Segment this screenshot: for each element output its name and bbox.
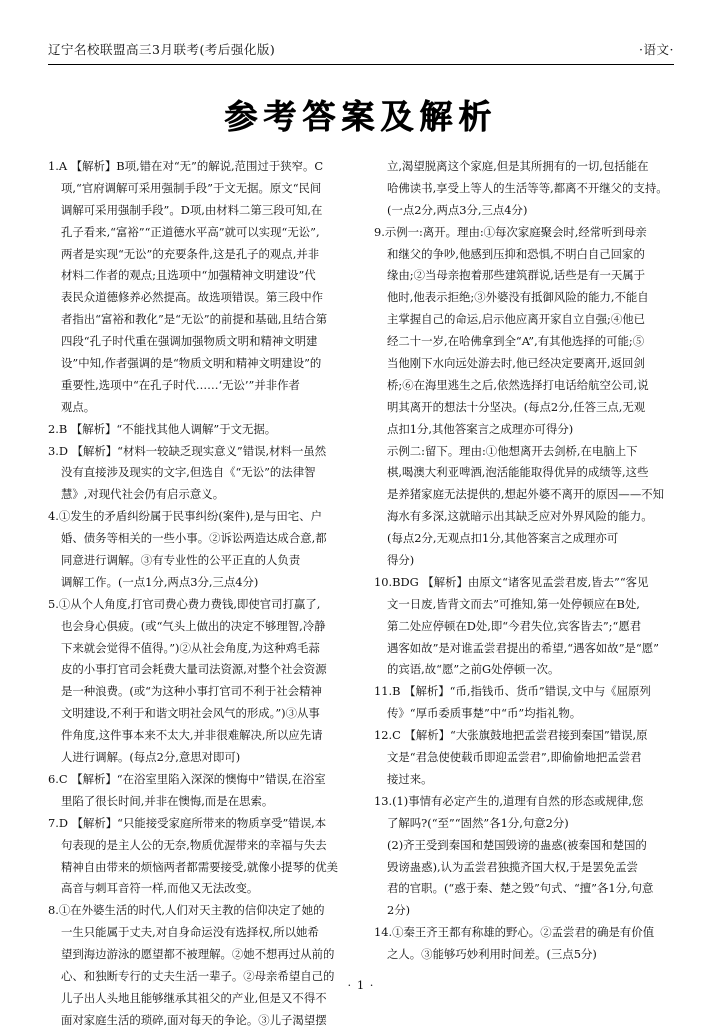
answer-line: 当他刚下水向远处游去时,他已经决定要离开,返回剑: [387, 356, 645, 371]
answer-line: 棋,喝澳大利亚啤酒,泡活能能取得优异的成绩等,这些: [387, 465, 649, 480]
answer-line: 遇客如故”是对谁孟尝君提出的希望,“遇客如故”是“愿”: [387, 640, 659, 655]
answer-line: 重要性,选项中“在孔子时代……‘无讼’”并非作者: [61, 377, 300, 392]
answer-line: 主掌握自己的命运,启示他应离开家自立自强;④他已: [387, 312, 646, 327]
answer-line: 材料二作者的观点;且选项中“加强精神文明建设”代: [61, 268, 316, 283]
answer-line: 孔子看来,“富裕”“正道德水平高”就可以实现“无讼”,: [61, 224, 320, 239]
answer-line: (2)齐王受到秦国和楚国毁谤的蛊惑(被秦国和楚国的: [387, 837, 647, 852]
answer-line: 精神自由带来的烦恼两者都需要接受,就像小提琴的优美: [61, 859, 338, 874]
answer-line: 之人。③能够巧妙利用时间差。(三点5分): [387, 947, 597, 962]
answer-line: 了解吗?(“至”“固然”各1分,句意2分): [387, 815, 569, 830]
answer-line: 观点。: [61, 399, 96, 414]
answer-line: 皮的小事打官司会耗费大量司法资源,对整个社会资源: [61, 662, 327, 677]
answer-entry: 13.(1)事情有必定产生的,道理有自然的形态或规律,您: [374, 793, 644, 808]
answer-line: 桥;⑥在海里逃生之后,依然选择打电话给航空公司,说: [387, 377, 649, 392]
answer-entry: 4.①发生的矛盾纠纷属于民事纠纷(案件),是与田宅、户: [48, 509, 322, 524]
right-column: [374, 156, 674, 1032]
answer-line: 设”中知,作者强调的是“物质文明和精神文明建设”的: [61, 356, 322, 371]
answer-line: 里陷了很长时间,并非在懊悔,而是在思索。: [61, 793, 274, 808]
answer-entry: 9.示例一:离开。理由:①每次家庭聚会时,经常听到母亲: [374, 224, 647, 239]
answer-entry: 3.D 【解析】“材料一较缺乏现实意义”错误,材料一虽然: [48, 443, 327, 458]
answer-line: 的宾语,故“愿”之前G处停顿一次。: [387, 662, 560, 677]
answer-line: 点扣1分,其他答案言之成理亦可得分): [387, 421, 574, 436]
answer-entry: 12.C 【解析】“大张旗鼓地把孟尝君接到秦国”错误,原: [374, 728, 648, 743]
answer-line: 慧》,对现代社会仍有启示意义。: [61, 487, 225, 502]
answer-line: 海水有多深,这就暗示出其缺乏应对外界风险的能力。: [387, 509, 653, 524]
page-number: · 1 ·: [347, 978, 375, 992]
answer-line: 两者是实现“无讼”的充要条件,这是孔子的观点,并非: [61, 246, 320, 261]
answer-line: 明其离开的想法十分坚决。(每点2分,任答三点,无观: [387, 399, 646, 414]
answer-line: 也会身心俱疲。(或“气头上做出的决定不够理智,冷静: [61, 618, 326, 633]
answer-line: 同意进行调解。③有专业性的公平正直的人负责: [61, 553, 301, 568]
answer-line: 他时,他表示拒绝;③外婆没有抵御风险的能力,不能自: [387, 290, 649, 305]
answer-line: 者指出“富裕和教化”是“无讼”的前提和基础,且结合第: [61, 312, 328, 327]
answer-line: 2分): [387, 903, 411, 918]
answer-line: 缘由;②当母亲抱着那些建筑群说,话些是有一天属于: [387, 268, 646, 283]
answer-line: 毁谤蛊惑),认为孟尝君独揽齐国大权,于是罢免孟尝: [387, 859, 638, 874]
answer-line: 调解可采用强制手段”。D项,由材料二第三段可知,在: [61, 202, 323, 217]
answer-line: 第二处应停顿在D处,即“今君失位,宾客皆去”;“愿君: [387, 618, 642, 633]
answer-line: 四段“孔子时代重在强调加强物质文明和精神文明建: [61, 334, 318, 349]
answer-entry: 11.B 【解析】“币,指钱币、货币”错误,文中与《屈原列: [374, 684, 651, 699]
answer-line: 表民众道德修养必然提高。故选项错误。第三段中作: [61, 290, 323, 305]
answer-line: 和继父的争吵,他感到压抑和恐惧,不明白自己回家的: [387, 246, 645, 261]
answer-line: 是一种浪费。(或“为这种小事打官司不利于社会精神: [61, 684, 322, 699]
answer-line: 是养猪家庭无法提供的,想起外婆不离开的原因——不知: [387, 487, 664, 502]
answer-line: 君的官职。(“惑于秦、楚之毁”句式、“擅”各1分,句意: [387, 881, 654, 896]
answer-line: 经二十一岁,在哈佛拿到全“A”,有其他选择的可能;⑤: [387, 334, 645, 349]
answer-line: 得分): [387, 553, 415, 568]
page-title: 参考答案及解析: [224, 97, 498, 136]
answer-line: 下来就会觉得不值得。”)②从社会角度,为这种鸡毛蒜: [61, 640, 320, 655]
answer-line: 没有直接涉及现实的文字,但选自《“无讼”的法律智: [61, 465, 316, 480]
answer-line: 传》“厚币委质事楚”中“币”均指礼物。: [387, 706, 582, 721]
answer-line: 项,“官府调解可采用强制手段”于文无据。原文“民间: [61, 180, 322, 195]
header-exam-title: 辽宁名校联盟高三3月联考(考后强化版): [48, 42, 276, 57]
answer-line: 人进行调解。(每点2分,意思对即可): [61, 750, 241, 765]
answer-line: (每点2分,无观点扣1分,其他答案言之成理亦可: [387, 531, 619, 546]
answer-line: 儿子出人头地且能够继承其祖父的产业,但是又不得不: [61, 990, 327, 1005]
answer-entry: 8.①在外婆生活的时代,人们对天主教的信仰决定了她的: [48, 903, 325, 918]
answer-line: 立,渴望脱离这个家庭,但是其所拥有的一切,包括能在: [387, 159, 649, 173]
answer-entry: 14.①秦王齐王都有称雄的野心。②孟尝君的确是有价值: [374, 925, 655, 940]
answer-line: 心、和独断专行的丈夫生活一辈子。②母亲希望自己的: [61, 968, 335, 983]
answer-line: 面对家庭生活的琐碎,面对每天的争论。③儿子渴望摆: [61, 1012, 327, 1027]
answer-line: 高音与刺耳音符一样,而他又无法改变。: [61, 881, 259, 896]
answer-entry: 10.BDG 【解析】由原文“诸客见孟尝君废,皆去”“客见: [374, 574, 649, 589]
answer-line: 接过来。: [387, 771, 433, 786]
answer-entry: 5.①从个人角度,打官司费心费力费钱,即使官司打赢了,: [48, 596, 321, 611]
left-column: [48, 156, 348, 1032]
answer-line: 件角度,这件事本来不太大,并非很难解决,所以应先请: [61, 728, 323, 743]
answer-line: 示例二:留下。理由:①他想离开去剑桥,在电脑上下: [387, 443, 638, 458]
answer-line: 调解工作。(一点1分,两点3分,三点4分): [61, 574, 259, 589]
answer-line: (一点2分,两点3分,三点4分): [387, 202, 528, 217]
answer-line: 望到海边游泳的愿望都不被理解。②她不想再过从前的: [61, 947, 335, 962]
answer-line: 一生只能属于丈夫,对自身命运没有选择权,所以她希: [61, 925, 319, 940]
answer-entry: 1.A 【解析】B项,错在对“无”的解说,范围过于狭窄。C: [48, 159, 324, 173]
body-columns: [48, 156, 674, 1032]
answer-line: 句表现的是主人公的无奈,物质优渥带来的幸福与失去: [61, 837, 327, 852]
answer-line: 文明建设,不利于和谐文明社会风气的形成。”)③从事: [61, 706, 320, 721]
answer-line: 文一日废,皆背文而去”可推知,第一处停顿应在B处,: [387, 596, 640, 611]
answer-line: 文是“君急使使载币即迎孟尝君”,即偷偷地把孟尝君: [387, 750, 642, 765]
answer-entry: 7.D 【解析】“只能接受家庭所带来的物质享受”错误,本: [48, 815, 327, 830]
header-divider: [48, 64, 674, 65]
answer-line: 婚、债务等相关的一些小事。②诉讼两造达成合意,都: [61, 531, 327, 546]
answer-entry: 6.C 【解析】“在浴室里陷入深深的懊悔中”错误,在浴室: [48, 771, 326, 786]
answer-line: 哈佛读书,享受上等人的生活等等,都离不开继父的支持。: [387, 180, 668, 195]
answer-entry: 2.B 【解析】“不能找其他人调解”于文无据。: [48, 421, 277, 436]
header-subject: ·语文·: [639, 42, 674, 57]
page-header: [48, 40, 674, 62]
